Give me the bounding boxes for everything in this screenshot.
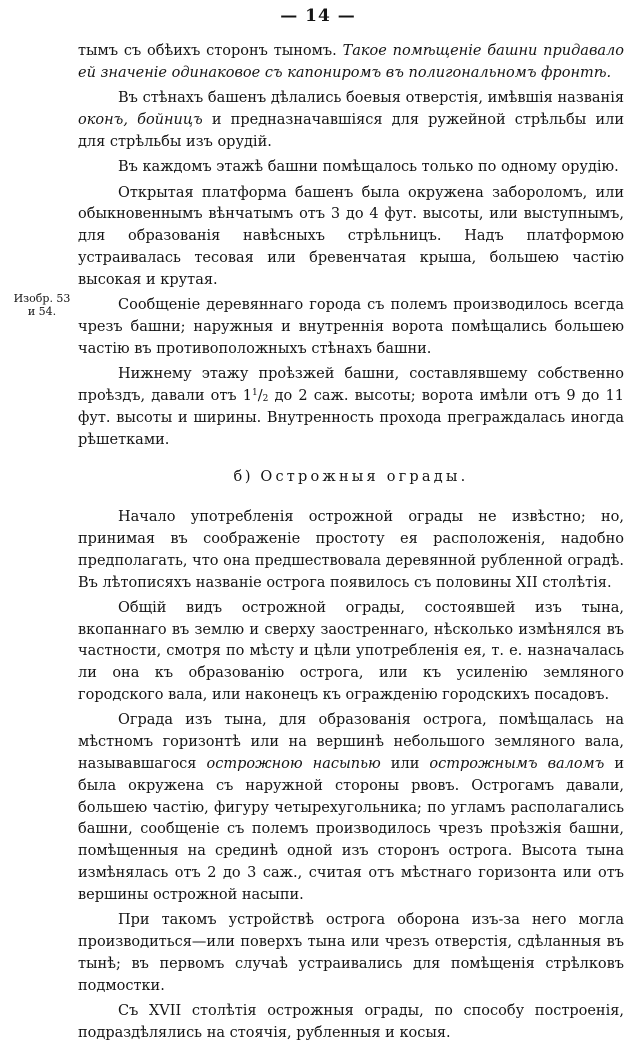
paragraph-text: Открытая платформа башенъ была окружена заборoломъ, или обыкновеннымъ вѣнчатымъ отъ 3 до 4 фут. высоты, или выступнымъ, для образованія навѣсныхъ стрѣльницъ. Надъ платформою устраивалась тесовая или бревенчатая крыша, большею частію высокая и крутая.	[78, 184, 624, 288]
paragraph-general-view	[78, 598, 624, 707]
paragraph-text: тымъ съ обѣихъ сторонъ тыномъ.	[78, 43, 343, 59]
paragraph-defense	[78, 910, 624, 997]
paragraph-text: Нижнему этажу проѣзжей башни, составлявшему собственно проѣздъ, давали отъ 1	[78, 366, 624, 404]
paragraph-text: Въ стѣнахъ башенъ дѣлались боевыя отверстія, имѣвшія названія	[118, 90, 624, 107]
paragraph-italic: острожнымъ валомъ	[429, 756, 605, 773]
section-heading-title: Острожныя ограды.	[260, 469, 469, 486]
paragraph-text: Сообщеніе деревяннаго города съ полемъ производилось всегда чрезъ башни; наружныя и внутреннія ворота помѣщались большею частію въ противоположныхъ стѣнахъ башни.	[78, 297, 624, 357]
paragraph-italic: острожною насыпью	[206, 756, 381, 773]
paragraph-17th-century	[78, 1001, 624, 1045]
paragraph-italic: оконъ, бойницъ	[78, 111, 203, 128]
paragraph-text: Начало употребленія острожной ограды не извѣстно; но, принимая въ соображеніе простоту ея расположенія, надобно предполагать, что она предшествовала деревянной рубленной оградѣ. Въ лѣтописяхъ названіе острога появилось съ половины XII столѣтія.	[78, 509, 624, 591]
paragraph-italic: Такое помѣщеніе башни придавало ей значеніе одинаковое съ капониромъ въ полигональномъ фронтѣ.	[78, 43, 624, 81]
paragraph-text: Общій видъ острожной ограды, состоявшей изъ тына, вкопаннаго въ землю и сверху заостреннаго, нѣсколько измѣнялся въ частности, смотря по мѣсту и цѣли употребленія ея, т. е. назначалась ли она къ образованію острога, или къ усиленію земляного городского вала, или наконецъ къ огражденію городскихъ посадовъ.	[78, 599, 624, 704]
paragraph-platform	[78, 183, 624, 292]
margin-note-line-1: Изобр. 53	[13, 292, 71, 305]
paragraph-origin	[78, 507, 624, 594]
paragraph-text: и была окружена съ наружной стороны рвовъ. Острогамъ давали, большею частію, фигуру четырехугольника; по угламъ располагались башни, сообщеніе съ полемъ производилось чрезъ проѣзжія башни, помѣщенныя на срединѣ одной изъ сторонъ острога. Высота тына измѣнялась отъ 2 до 3 саж., считая отъ мѣстнаго горизонта или отъ вершины острожной насыпи.	[78, 756, 624, 903]
paragraph-text: до 2 саж. высоты; ворота имѣли отъ 9 до 11 фут. высоты и ширины. Внутренность прохода преграждалась иногда рѣшетками.	[78, 387, 624, 448]
paragraph-gate-tower	[78, 364, 624, 451]
page-number: — 14 —	[280, 6, 356, 26]
paragraph-text: Съ XVII столѣтія острожныя ограды, по способу построенія, подраздѣлялись на стоячія, рубленныя и косыя.	[78, 1003, 624, 1041]
paragraph-one-gun	[78, 157, 624, 179]
fraction-slash: /	[257, 387, 263, 404]
section-heading	[78, 467, 624, 489]
paragraph-communication	[78, 295, 624, 360]
paragraph-text: Въ каждомъ этажѣ башни помѣщалось только по одному орудію.	[118, 159, 619, 176]
margin-note	[12, 292, 72, 318]
paragraph-text: При такомъ устройствѣ острога оборона изъ-за него могла производиться—или поверхъ тына или чрезъ отверстія, сдѣланныя въ тынѣ; въ первомъ случаѣ устраивались для помѣщенія стрѣлковъ подмостки.	[78, 912, 624, 994]
fraction-numerator: 1	[252, 387, 258, 398]
paragraph-fence	[78, 710, 624, 906]
paragraph-text: Ограда изъ тына, для образованія острога, помѣщалась на мѣстномъ горизонтѣ или на вершинѣ небольшого земляного вала, называвшагося	[78, 712, 624, 773]
section-heading-prefix: б)	[233, 469, 254, 486]
text-column	[78, 41, 624, 1048]
margin-note-line-2: и 54.	[27, 305, 57, 318]
fraction-denominator: 2	[262, 393, 269, 404]
paragraph-text: или	[380, 756, 430, 773]
paragraph-text: и предназначавшіяся для ружейной стрѣльбы или для стрѣльбы изъ орудій.	[78, 111, 624, 150]
paragraph-loopholes	[78, 88, 624, 153]
paragraph-continuation	[78, 41, 624, 85]
